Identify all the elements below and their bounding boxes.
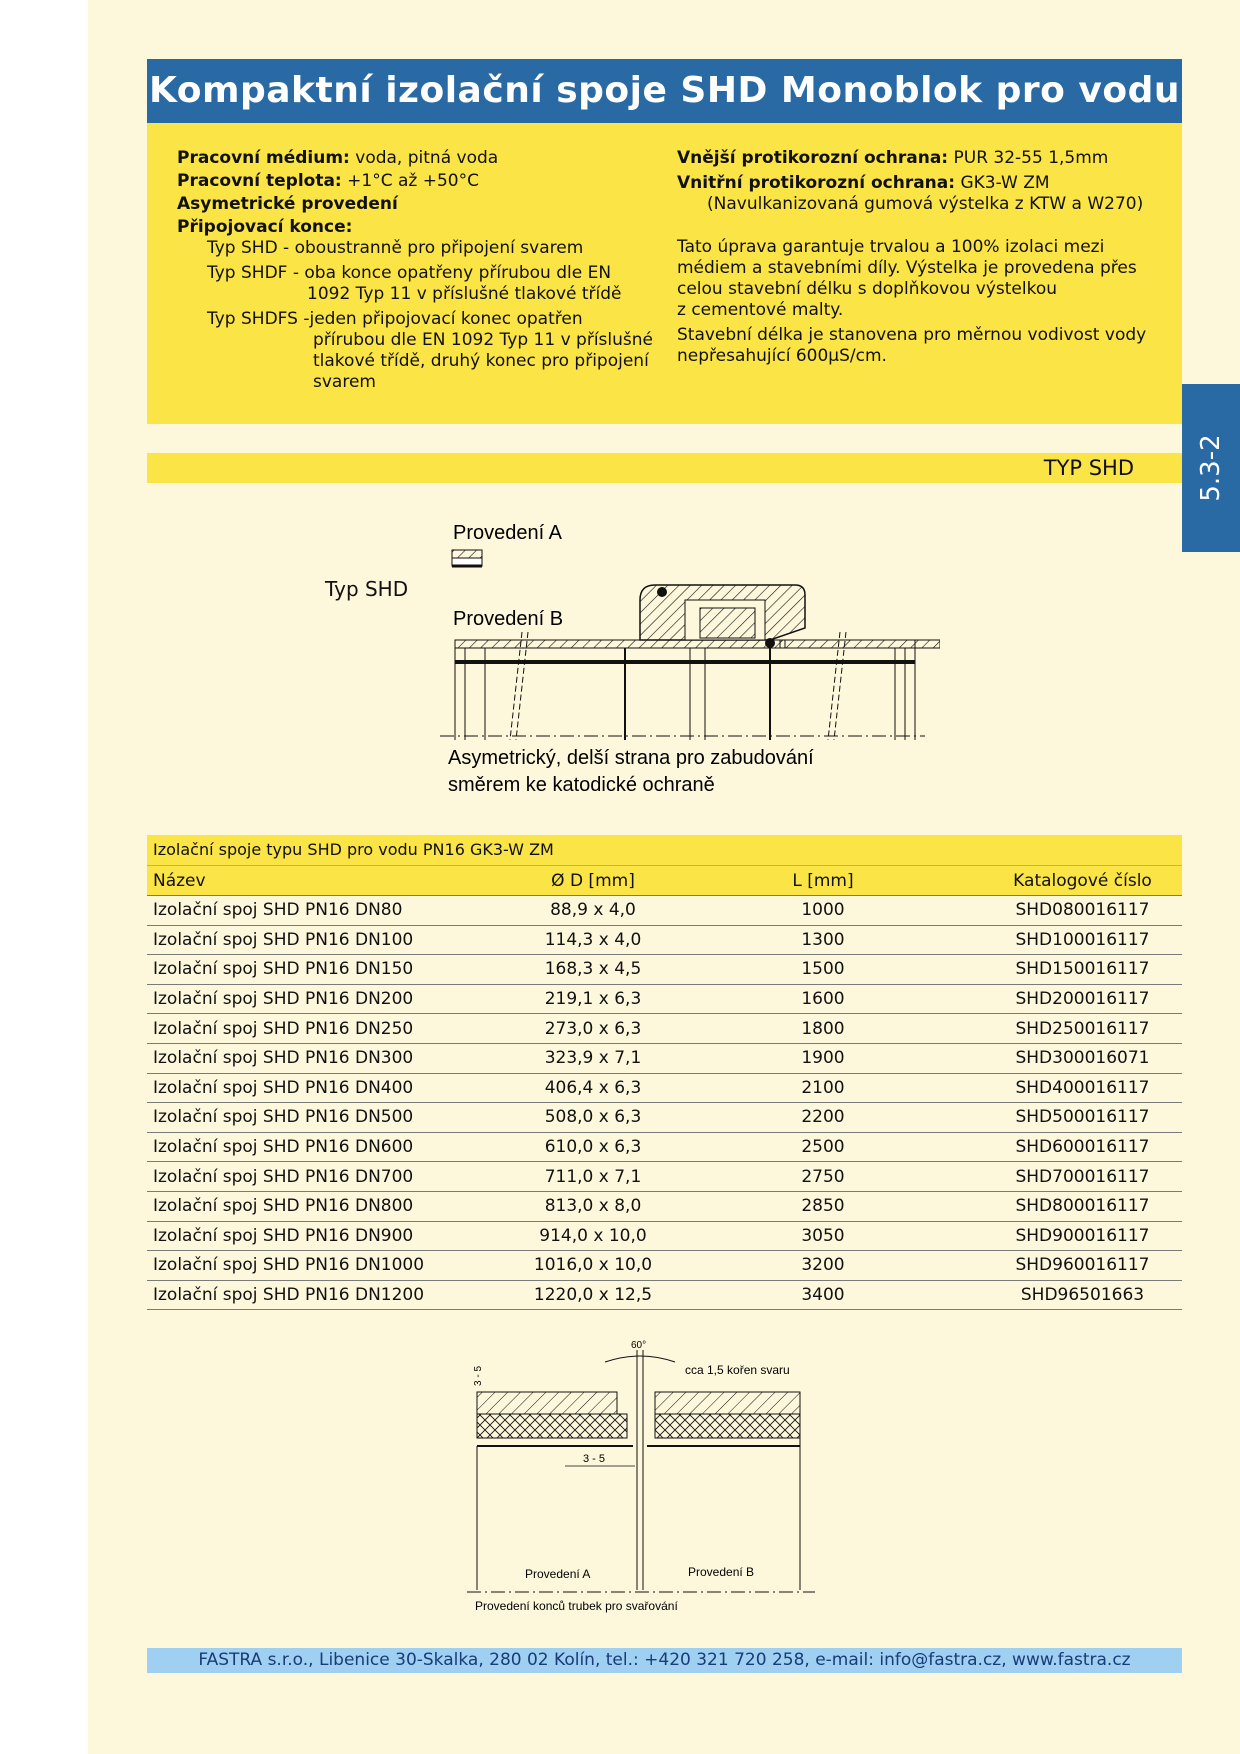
ends-line [177, 217, 657, 238]
provedeni-a-label: Provedení A [453, 522, 562, 544]
weld-end-diagram [455, 1330, 835, 1620]
table-row [147, 1043, 1182, 1073]
cell-name: Izolační spoj SHD PN16 DN800 [147, 1191, 523, 1221]
cell-name: Izolační spoj SHD PN16 DN600 [147, 1132, 523, 1162]
para1-line3: celou stavební délku s doplňkovou výstelkou [677, 279, 1057, 299]
para1-line1: Tato úprava garantuje trvalou a 100% izolaci mezi [677, 237, 1105, 257]
asym-label: Asymetrické provedení [177, 194, 398, 214]
weld-caption: Provedení konců trubek pro svařování [475, 1599, 678, 1613]
cell-length: 2750 [663, 1162, 983, 1192]
cell-length: 3200 [663, 1251, 983, 1281]
cell-catalog: SHD400016117 [983, 1073, 1182, 1103]
end-shdf-2: 1092 Typ 11 v příslušné tlakové třídě [307, 284, 622, 304]
section-tab [1182, 384, 1240, 552]
pipe-end-a [477, 1392, 633, 1446]
angle-label: 60° [631, 1340, 647, 1351]
table-body [147, 896, 1182, 1310]
end-shd: Typ SHD - oboustranně pro připojení svarem [207, 238, 584, 258]
cell-name: Izolační spoj SHD PN16 DN900 [147, 1221, 523, 1251]
cell-diameter: 219,1 x 6,3 [523, 984, 663, 1014]
pipe-end-b [647, 1392, 800, 1446]
cell-catalog: SHD200016117 [983, 984, 1182, 1014]
cell-name: Izolační spoj SHD PN16 DN1200 [147, 1280, 523, 1310]
cell-name: Izolační spoj SHD PN16 DN250 [147, 1014, 523, 1044]
table-row [147, 925, 1182, 955]
header-diameter: Ø D [mm] [523, 866, 663, 896]
dim-left-label: 3 - 5 [473, 1365, 484, 1386]
product-table-grid [147, 865, 1182, 1310]
ends-label: Připojovací konce: [177, 217, 353, 237]
info-right-column [677, 148, 1167, 367]
cell-diameter: 88,9 x 4,0 [523, 896, 663, 926]
section-number: 5.3-2 [1196, 434, 1226, 502]
cell-diameter: 508,0 x 6,3 [523, 1103, 663, 1133]
table-row [147, 1191, 1182, 1221]
cell-catalog: SHD150016117 [983, 955, 1182, 985]
cell-length: 2200 [663, 1103, 983, 1133]
cell-name: Izolační spoj SHD PN16 DN150 [147, 955, 523, 985]
end-shdf-1: Typ SHDF - oba konce opatřeny přírubou dle EN [207, 263, 612, 283]
cell-catalog: SHD600016117 [983, 1132, 1182, 1162]
cell-diameter: 323,9 x 7,1 [523, 1043, 663, 1073]
outer-value: PUR 32-55 1,5mm [948, 148, 1109, 168]
table-row [147, 1132, 1182, 1162]
cell-catalog: SHD080016117 [983, 896, 1182, 926]
cell-name: Izolační spoj SHD PN16 DN300 [147, 1043, 523, 1073]
para2-line1: Stavební délka je stanovena pro měrnou vodivost vody [677, 325, 1147, 345]
header-catalog: Katalogové číslo [983, 866, 1182, 896]
cell-catalog: SHD900016117 [983, 1221, 1182, 1251]
table-header-row [147, 866, 1182, 896]
cell-length: 2100 [663, 1073, 983, 1103]
cell-length: 1800 [663, 1014, 983, 1044]
diagram-caption-1: Asymetrický, delší strana pro zabudování [448, 747, 814, 769]
table-row [147, 984, 1182, 1014]
table-row [147, 1280, 1182, 1310]
cell-diameter: 914,0 x 10,0 [523, 1221, 663, 1251]
cell-length: 1900 [663, 1043, 983, 1073]
cell-diameter: 1220,0 x 12,5 [523, 1280, 663, 1310]
joint-diagram [300, 500, 940, 800]
cell-catalog: SHD96501663 [983, 1280, 1182, 1310]
inner-label: Vnitřní protikorozní ochrana: [677, 173, 956, 193]
para1-line2: médiem a stavebními díly. Výstelka je provedena přes [677, 258, 1137, 278]
cell-diameter: 406,4 x 6,3 [523, 1073, 663, 1103]
cell-name: Izolační spoj SHD PN16 DN80 [147, 896, 523, 926]
asym-line [177, 194, 657, 215]
end-shdfs-3: tlakové třídě, druhý konec pro připojení [313, 351, 649, 371]
type-label: Typ SHD [325, 577, 409, 601]
table-row [147, 1103, 1182, 1133]
info-box [147, 123, 1182, 424]
cell-name: Izolační spoj SHD PN16 DN700 [147, 1162, 523, 1192]
cell-diameter: 273,0 x 6,3 [523, 1014, 663, 1044]
table-row [147, 1251, 1182, 1281]
para2-line2: nepřesahující 600µS/cm. [677, 346, 887, 366]
table-row [147, 1073, 1182, 1103]
table-row [147, 1014, 1182, 1044]
table-row [147, 1221, 1182, 1251]
header-name: Název [147, 866, 523, 896]
cell-name: Izolační spoj SHD PN16 DN400 [147, 1073, 523, 1103]
product-table [147, 835, 1182, 1310]
cell-diameter: 1016,0 x 10,0 [523, 1251, 663, 1281]
cell-length: 2850 [663, 1191, 983, 1221]
prov-a-label: Provedení A [525, 1567, 591, 1581]
provedeni-b-label: Provedení B [453, 608, 564, 630]
cell-diameter: 114,3 x 4,0 [523, 925, 663, 955]
inner-note: (Navulkanizovaná gumová výstelka z KTW a W270) [707, 194, 1144, 214]
cell-length: 2500 [663, 1132, 983, 1162]
cell-length: 1500 [663, 955, 983, 985]
type-bar-label: TYP SHD [1043, 456, 1134, 480]
end-shdfs-1: Typ SHDFS -jeden připojovací konec opatřen [207, 309, 583, 329]
type-bar [147, 453, 1182, 483]
cell-name: Izolační spoj SHD PN16 DN200 [147, 984, 523, 1014]
cell-diameter: 168,3 x 4,5 [523, 955, 663, 985]
cell-name: Izolační spoj SHD PN16 DN100 [147, 925, 523, 955]
cell-catalog: SHD700016117 [983, 1162, 1182, 1192]
cell-name: Izolační spoj SHD PN16 DN500 [147, 1103, 523, 1133]
cell-diameter: 711,0 x 7,1 [523, 1162, 663, 1192]
dim-mid-label: 3 - 5 [583, 1453, 606, 1465]
temp-line [177, 171, 657, 192]
end-shdfs-4: svarem [313, 372, 376, 392]
cell-length: 3050 [663, 1221, 983, 1251]
diagram-caption-2: směrem ke katodické ochraně [448, 774, 715, 796]
cell-catalog: SHD500016117 [983, 1103, 1182, 1133]
inner-line [677, 173, 1167, 194]
cell-length: 1000 [663, 896, 983, 926]
cell-catalog: SHD960016117 [983, 1251, 1182, 1281]
cell-length: 3400 [663, 1280, 983, 1310]
table-row [147, 955, 1182, 985]
para1-line4: z cementové malty. [677, 300, 844, 320]
cell-catalog: SHD800016117 [983, 1191, 1182, 1221]
outer-label: Vnější protikorozní ochrana: [677, 148, 949, 168]
medium-label: Pracovní médium: [177, 148, 350, 168]
cell-diameter: 813,0 x 8,0 [523, 1191, 663, 1221]
table-row [147, 896, 1182, 926]
footer-contact: FASTRA s.r.o., Libenice 30-Skalka, 280 02 Kolín, tel.: +420 321 720 258, e-mail: info@fastra.cz, www.fastra.cz [147, 1648, 1182, 1673]
cell-length: 1600 [663, 984, 983, 1014]
provedeni-a-symbol [452, 550, 482, 566]
cell-catalog: SHD250016117 [983, 1014, 1182, 1044]
inner-value: GK3-W ZM [955, 173, 1050, 193]
header-length: L [mm] [663, 866, 983, 896]
table-row [147, 1162, 1182, 1192]
temp-value: +1°C až +50°C [341, 171, 479, 191]
root-label: cca 1,5 kořen svaru [685, 1363, 790, 1377]
info-left-column [177, 148, 657, 393]
page-title: Kompaktní izolační spoje SHD Monoblok pro vodu [147, 59, 1182, 123]
cell-diameter: 610,0 x 6,3 [523, 1132, 663, 1162]
prov-b-label: Provedení B [688, 1565, 755, 1579]
outer-line [677, 148, 1167, 169]
cell-length: 1300 [663, 925, 983, 955]
medium-value: voda, pitná voda [349, 148, 499, 168]
end-shdfs-2: přírubou dle EN 1092 Typ 11 v příslušné [313, 330, 653, 350]
cell-catalog: SHD100016117 [983, 925, 1182, 955]
cell-name: Izolační spoj SHD PN16 DN1000 [147, 1251, 523, 1281]
temp-label: Pracovní teplota: [177, 171, 342, 191]
table-caption: Izolační spoje typu SHD pro vodu PN16 GK3-W ZM [147, 835, 1182, 865]
medium-line [177, 148, 657, 169]
cell-catalog: SHD300016071 [983, 1043, 1182, 1073]
